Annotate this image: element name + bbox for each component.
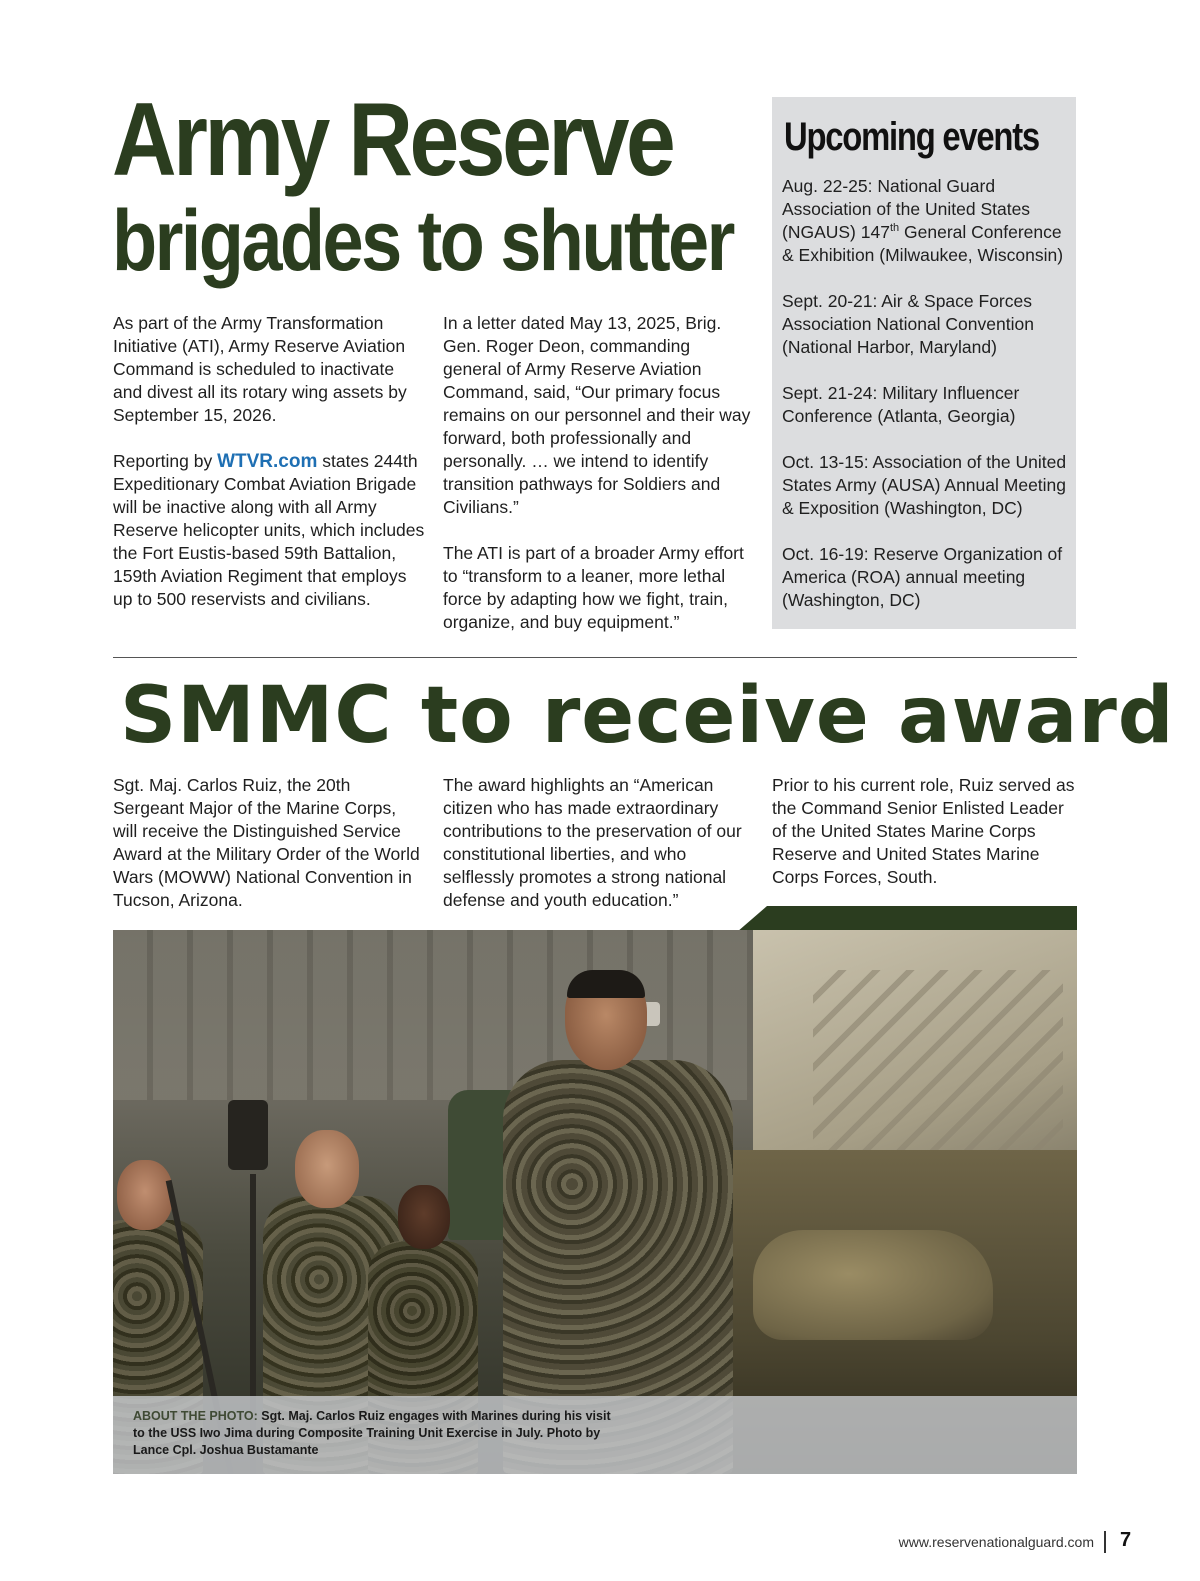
article-headline-line1: Army Reserve xyxy=(112,82,673,198)
event-item: Oct. 13-15: Association of the United States Army (AUSA) Annual Meeting & Exposition (Washington, DC) xyxy=(782,452,1067,518)
article-headline-line2: brigades to shutter xyxy=(112,193,733,289)
article2-paragraph: Prior to his current role, Ruiz served as the Command Senior Enlisted Leader of the United States Marine Corps Reserve and United States Marine Corps Forces, South. xyxy=(772,775,1075,887)
event-item: Sept. 20-21: Air & Space Forces Association National Convention (National Harbor, Maryland) xyxy=(782,291,1034,357)
section-divider xyxy=(113,657,1077,658)
upcoming-events-box xyxy=(772,97,1076,629)
article2-headline: SMMC to receive award xyxy=(120,671,1175,761)
event-text: Aug. 22-25: National Guard Association of the United States (NGAUS) 147 xyxy=(782,176,1031,242)
article2-column2 xyxy=(443,774,751,935)
article2-paragraph: The award highlights an “American citizen who has made extraordinary contributions to the preservation of our constitutional liberties, and who selflessly promotes a strong national defense and youth education.” xyxy=(443,775,742,910)
event-item: Sept. 21-24: Military Influencer Conference (Atlanta, Georgia) xyxy=(782,383,1020,426)
article1-column1 xyxy=(113,312,425,634)
article2-paragraph: Sgt. Maj. Carlos Ruiz, the 20th Sergeant Major of the Marine Corps, will receive the Distinguished Service Award at the Military Order of the World Wars (MOWW) National Convention in Tucson, Arizona. xyxy=(113,775,420,910)
page-number: 7 xyxy=(1120,1529,1132,1551)
event-superscript: th xyxy=(889,222,900,235)
caption-label: ABOUT THE PHOTO: xyxy=(133,1409,258,1423)
event-item xyxy=(782,175,1072,267)
events-title: Upcoming events xyxy=(784,115,1039,159)
reporting-body: states 244th Expeditionary Combat Aviation Brigade will be inactive along with all Army Reserve helicopter units, which includes the Fort Eustis-based 59th Battalion, 159th Aviation Regiment that employs up to 500 reservists and civilians. xyxy=(113,451,425,609)
reporting-prefix: Reporting by xyxy=(113,451,218,471)
article2-column1 xyxy=(113,774,425,935)
caption-body: Sgt. Maj. Carlos Ruiz engages with Marines during his visit to the USS Iwo Jima during Composite Training Unit Exercise in July. Photo by Lance Cpl. Joshua Bustamante xyxy=(133,1409,611,1457)
article1-paragraph xyxy=(113,450,425,611)
footer-url[interactable]: www.reservenationalguard.com xyxy=(898,1534,1094,1550)
footer-separator xyxy=(1104,1531,1106,1553)
article1-paragraph: In a letter dated May 13, 2025, Brig. Gen. Roger Deon, commanding general of Army Reserve Aviation Command, said, “Our primary focus remains on our personnel and their way forward, both professionally and personally. … we intend to identify transition pathways for Soldiers and Civilians.” xyxy=(443,313,751,517)
caption-text xyxy=(133,1408,613,1459)
article1-paragraph: As part of the Army Transformation Initiative (ATI), Army Reserve Aviation Command is scheduled to inactivate and divest all its rotary wing assets by September 15, 2026. xyxy=(113,313,407,425)
wtvr-link[interactable]: WTVR.com xyxy=(217,451,318,472)
article2-column3 xyxy=(772,774,1076,912)
article1-paragraph: The ATI is part of a broader Army effort to “transform to a leaner, more lethal force by adapting how we fight, train, organize, and buy equipment.” xyxy=(443,543,744,632)
event-item: Oct. 16-19: Reserve Organization of America (ROA) annual meeting (Washington, DC) xyxy=(782,544,1063,610)
photo-accent-tab xyxy=(737,906,1077,932)
events-list xyxy=(782,175,1072,635)
article-photo xyxy=(113,930,1077,1474)
event-text-rest: General Conference & Exhibition (Milwaukee, Wisconsin) xyxy=(782,222,1064,265)
article1-column2 xyxy=(443,312,751,657)
photo-caption xyxy=(113,1396,1077,1474)
